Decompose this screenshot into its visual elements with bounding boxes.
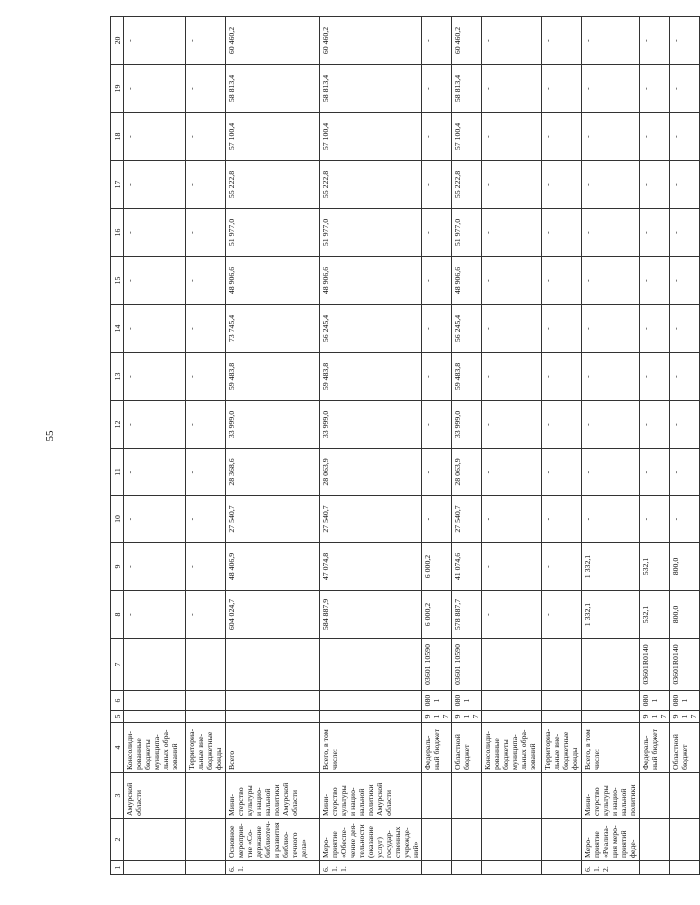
value-cell: - [186, 113, 226, 161]
column-number-13: 13 [111, 353, 124, 401]
value-cell: - [482, 353, 542, 401]
cell-c3: Мини- стерство культуры и нацио- нальной политики [582, 773, 640, 819]
value-cell: - [640, 65, 670, 113]
value-cell: - [422, 449, 452, 496]
cell-c1: 6.1. [226, 861, 320, 875]
column-number-7: 7 [111, 639, 124, 691]
column-number-2: 2 [111, 819, 124, 861]
value-cell: - [640, 209, 670, 257]
column-number-11: 11 [111, 449, 124, 496]
value-cell: - [640, 305, 670, 353]
value-cell: 56 245,4 [320, 305, 422, 353]
value-cell: 58 813,4 [226, 65, 320, 113]
value-cell: - [186, 543, 226, 591]
value-cell: 28 063,9 [452, 449, 482, 496]
value-cell: - [422, 17, 452, 65]
value-cell: - [582, 353, 640, 401]
value-cell: - [422, 113, 452, 161]
value-cell: 48 406,9 [226, 543, 320, 591]
value-cell: - [670, 449, 700, 496]
cell-c5 [186, 711, 226, 723]
cell-c4: Федераль- ный бюджет [640, 723, 670, 773]
value-cell: - [186, 591, 226, 639]
value-cell: - [582, 209, 640, 257]
table-row [452, 17, 482, 875]
value-cell: - [482, 17, 542, 65]
column-number-9: 9 [111, 543, 124, 591]
cell-c3: Мини- стерство культуры и нацио- нальной политики Амурской области [320, 773, 422, 819]
value-cell: 33 999,0 [320, 401, 422, 449]
table-row [186, 17, 226, 875]
cell-c3: Мини- стерство культуры и нацио- нальной политики Амурской области [226, 773, 320, 819]
cell-c6 [482, 691, 542, 711]
table-frame [110, 26, 698, 875]
value-cell: - [542, 543, 582, 591]
value-cell: 584 887,9 [320, 591, 422, 639]
value-cell: - [670, 496, 700, 543]
value-cell: - [640, 113, 670, 161]
cell-c6 [226, 691, 320, 711]
cell-c6 [186, 691, 226, 711]
cell-c7 [482, 639, 542, 691]
cell-c4: Федераль- ный бюджет [422, 723, 452, 773]
value-cell: 56 245,4 [452, 305, 482, 353]
column-number-12: 12 [111, 401, 124, 449]
cell-c4: Областной бюджет [452, 723, 482, 773]
value-cell: - [124, 113, 186, 161]
value-cell: - [482, 449, 542, 496]
value-cell: - [542, 496, 582, 543]
value-cell: 55 222,8 [320, 161, 422, 209]
value-cell: - [670, 209, 700, 257]
cell-c2: Меро- приятие «Реализа- ция меро- приятий феде- [582, 819, 640, 861]
value-cell: - [582, 65, 640, 113]
cell-c3 [670, 773, 700, 819]
cell-c2 [542, 819, 582, 861]
column-number-17: 17 [111, 161, 124, 209]
value-cell: - [640, 161, 670, 209]
value-cell: 800,0 [670, 591, 700, 639]
value-cell: - [670, 17, 700, 65]
cell-c4: Всего, в том числе: [582, 723, 640, 773]
cell-c6: 0801 [422, 691, 452, 711]
cell-c7: 03601 10590 [422, 639, 452, 691]
value-cell: 47 074,8 [320, 543, 422, 591]
value-cell: - [482, 161, 542, 209]
value-cell: - [422, 305, 452, 353]
cell-c2 [482, 819, 542, 861]
value-cell: 51 977,0 [226, 209, 320, 257]
value-cell: - [186, 161, 226, 209]
value-cell: - [582, 161, 640, 209]
table-row [542, 17, 582, 875]
value-cell: 48 906,6 [320, 257, 422, 305]
budget-table [110, 16, 700, 875]
cell-c5: 917 [640, 711, 670, 723]
value-cell: - [422, 401, 452, 449]
value-cell: 28 063,9 [320, 449, 422, 496]
cell-c5 [124, 711, 186, 723]
value-cell: - [542, 305, 582, 353]
cell-c7 [542, 639, 582, 691]
value-cell: 57 100,4 [226, 113, 320, 161]
value-cell: 800,0 [670, 543, 700, 591]
cell-c4: Областной бюджет [670, 723, 700, 773]
cell-c1 [422, 861, 452, 875]
value-cell: - [482, 257, 542, 305]
value-cell: - [186, 449, 226, 496]
table-row [482, 17, 542, 875]
cell-c2 [452, 819, 482, 861]
cell-c3: Амурской области [124, 773, 186, 819]
value-cell: 59 483,8 [452, 353, 482, 401]
value-cell: 532,1 [640, 591, 670, 639]
value-cell: - [640, 353, 670, 401]
value-cell: - [542, 65, 582, 113]
cell-c7 [186, 639, 226, 691]
value-cell: - [640, 17, 670, 65]
value-cell: - [542, 209, 582, 257]
column-number-19: 19 [111, 65, 124, 113]
cell-c4: Территориа- льные вне- бюджетные фонды [186, 723, 226, 773]
value-cell: - [124, 543, 186, 591]
value-cell: - [124, 257, 186, 305]
value-cell: 41 074,6 [452, 543, 482, 591]
cell-c6 [582, 691, 640, 711]
value-cell: - [482, 401, 542, 449]
cell-c5 [226, 711, 320, 723]
value-cell: - [124, 353, 186, 401]
value-cell: - [482, 591, 542, 639]
value-cell: - [582, 305, 640, 353]
value-cell: 578 887,7 [452, 591, 482, 639]
value-cell: - [186, 305, 226, 353]
value-cell: - [640, 496, 670, 543]
value-cell: - [186, 65, 226, 113]
cell-c7 [226, 639, 320, 691]
table-row [582, 17, 640, 875]
value-cell: 48 906,6 [226, 257, 320, 305]
cell-c1 [124, 861, 186, 875]
value-cell: - [582, 113, 640, 161]
value-cell: - [482, 65, 542, 113]
value-cell: - [670, 65, 700, 113]
value-cell: - [186, 209, 226, 257]
value-cell: 55 222,8 [452, 161, 482, 209]
value-cell: - [186, 401, 226, 449]
value-cell: - [542, 401, 582, 449]
column-number-15: 15 [111, 257, 124, 305]
cell-c2 [186, 819, 226, 861]
value-cell: 59 483,8 [320, 353, 422, 401]
value-cell: 60 460,2 [320, 17, 422, 65]
column-number-6: 6 [111, 691, 124, 711]
value-cell: 58 813,4 [320, 65, 422, 113]
value-cell: - [124, 17, 186, 65]
value-cell: - [482, 305, 542, 353]
cell-c3 [640, 773, 670, 819]
column-number-14: 14 [111, 305, 124, 353]
value-cell: - [422, 257, 452, 305]
value-cell: 33 999,0 [226, 401, 320, 449]
column-number-1: 1 [111, 861, 124, 875]
value-cell: - [186, 257, 226, 305]
value-cell: - [422, 496, 452, 543]
value-cell: - [670, 401, 700, 449]
cell-c3 [542, 773, 582, 819]
value-cell: - [186, 353, 226, 401]
value-cell: 6 000,2 [422, 591, 452, 639]
value-cell: - [670, 353, 700, 401]
cell-c2 [670, 819, 700, 861]
value-cell: - [542, 161, 582, 209]
value-cell: - [482, 543, 542, 591]
value-cell: - [482, 496, 542, 543]
value-cell: - [124, 401, 186, 449]
cell-c1: 6.1.1. [320, 861, 422, 875]
page-number: 55 [44, 430, 56, 442]
cell-c2: Основное мероприя- тие «Со- держание библиотеч- и развития библио- течного дела» [226, 819, 320, 861]
value-cell: - [422, 65, 452, 113]
value-cell: - [422, 161, 452, 209]
table-row [226, 17, 320, 875]
cell-c6: 0801 [670, 691, 700, 711]
value-cell: 60 460,2 [452, 17, 482, 65]
value-cell: - [582, 449, 640, 496]
value-cell: - [422, 209, 452, 257]
value-cell: 27 540,7 [320, 496, 422, 543]
column-number-4: 4 [111, 723, 124, 773]
cell-c1 [640, 861, 670, 875]
cell-c5 [320, 711, 422, 723]
value-cell: 27 540,7 [226, 496, 320, 543]
value-cell: - [542, 449, 582, 496]
value-cell: - [640, 257, 670, 305]
table-row [640, 17, 670, 875]
value-cell: - [582, 401, 640, 449]
cell-c1 [452, 861, 482, 875]
cell-c3 [452, 773, 482, 819]
cell-c4: Консолиди- рованные бюджеты муниципа- льных обра- зований [124, 723, 186, 773]
cell-c7 [320, 639, 422, 691]
value-cell: 28 368,6 [226, 449, 320, 496]
cell-c7: 03601R0140 [670, 639, 700, 691]
column-number-3: 3 [111, 773, 124, 819]
cell-c5: 917 [452, 711, 482, 723]
value-cell: 51 977,0 [320, 209, 422, 257]
cell-c3 [482, 773, 542, 819]
cell-c2 [124, 819, 186, 861]
value-cell: 51 977,0 [452, 209, 482, 257]
value-cell: 48 906,6 [452, 257, 482, 305]
rotated-table-wrapper [110, 26, 698, 875]
value-cell: 60 460,2 [226, 17, 320, 65]
value-cell: - [640, 449, 670, 496]
table-row [670, 17, 700, 875]
column-number-20: 20 [111, 17, 124, 65]
cell-c7: 03601R0140 [640, 639, 670, 691]
value-cell: 27 540,7 [452, 496, 482, 543]
cell-c4: Всего, в том числе: [320, 723, 422, 773]
value-cell: - [124, 161, 186, 209]
value-cell: - [640, 401, 670, 449]
cell-c3 [186, 773, 226, 819]
value-cell: 604 024,7 [226, 591, 320, 639]
value-cell: - [670, 305, 700, 353]
cell-c6: 0801 [452, 691, 482, 711]
value-cell: 73 745,4 [226, 305, 320, 353]
value-cell: - [582, 17, 640, 65]
cell-c2: Меро- приятие «Обеспе- чение дея- тельности (оказание услуг) государ- ственных учрежде- ний» [320, 819, 422, 861]
value-cell: - [670, 257, 700, 305]
cell-c2 [422, 819, 452, 861]
cell-c1 [482, 861, 542, 875]
table-row [422, 17, 452, 875]
value-cell: - [582, 496, 640, 543]
table-row [124, 17, 186, 875]
value-cell: 1 332,1 [582, 591, 640, 639]
cell-c6 [542, 691, 582, 711]
value-cell: 1 332,1 [582, 543, 640, 591]
column-number-row [111, 17, 124, 875]
column-number-18: 18 [111, 113, 124, 161]
cell-c6 [124, 691, 186, 711]
cell-c4: Территориа- льные вне- бюджетные фонды [542, 723, 582, 773]
cell-c1: 6.1.2. [582, 861, 640, 875]
value-cell: 58 813,4 [452, 65, 482, 113]
value-cell: - [186, 496, 226, 543]
column-number-16: 16 [111, 209, 124, 257]
value-cell: - [422, 353, 452, 401]
column-number-10: 10 [111, 496, 124, 543]
value-cell: - [542, 17, 582, 65]
value-cell: - [542, 257, 582, 305]
value-cell: - [670, 161, 700, 209]
value-cell: - [482, 113, 542, 161]
value-cell: - [542, 353, 582, 401]
cell-c3 [422, 773, 452, 819]
value-cell: 57 100,4 [320, 113, 422, 161]
cell-c2 [640, 819, 670, 861]
value-cell: - [124, 65, 186, 113]
value-cell: 59 483,8 [226, 353, 320, 401]
cell-c5 [482, 711, 542, 723]
cell-c1 [542, 861, 582, 875]
cell-c5: 917 [670, 711, 700, 723]
cell-c5: 917 [422, 711, 452, 723]
table-row [320, 17, 422, 875]
value-cell: - [542, 591, 582, 639]
cell-c7 [124, 639, 186, 691]
value-cell: 532,1 [640, 543, 670, 591]
cell-c4: Всего [226, 723, 320, 773]
value-cell: 57 100,4 [452, 113, 482, 161]
cell-c7 [582, 639, 640, 691]
cell-c6: 0801 [640, 691, 670, 711]
value-cell: 6 000,2 [422, 543, 452, 591]
cell-c7: 03601 10590 [452, 639, 482, 691]
cell-c4: Консолиди- рованные бюджеты муниципа- льных обра- зований [482, 723, 542, 773]
value-cell: - [542, 113, 582, 161]
cell-c1 [186, 861, 226, 875]
column-number-5: 5 [111, 711, 124, 723]
value-cell: - [482, 209, 542, 257]
value-cell: - [124, 496, 186, 543]
value-cell: - [186, 17, 226, 65]
value-cell: 33 999,0 [452, 401, 482, 449]
cell-c5 [582, 711, 640, 723]
cell-c1 [670, 861, 700, 875]
value-cell: 55 222,8 [226, 161, 320, 209]
cell-c5 [542, 711, 582, 723]
value-cell: - [124, 209, 186, 257]
value-cell: - [670, 113, 700, 161]
cell-c6 [320, 691, 422, 711]
value-cell: - [124, 449, 186, 496]
value-cell: - [124, 591, 186, 639]
value-cell: - [124, 305, 186, 353]
column-number-8: 8 [111, 591, 124, 639]
value-cell: - [582, 257, 640, 305]
